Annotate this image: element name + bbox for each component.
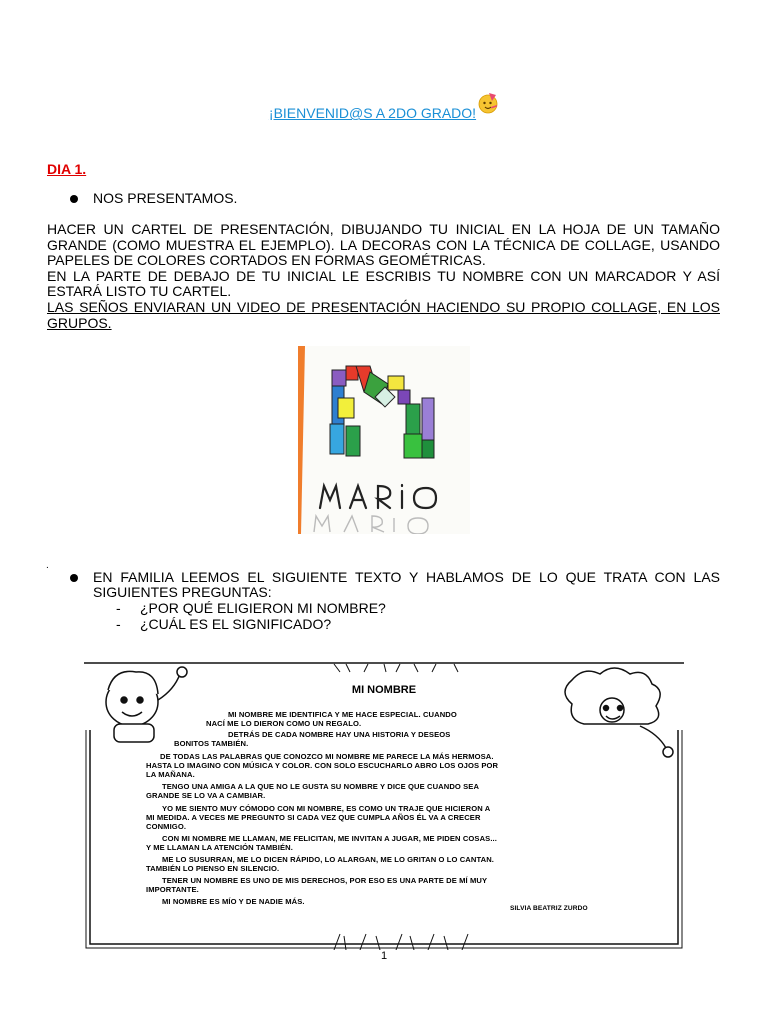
reading-line: MI NOMBRE ES MÍO Y DE NADIE MÁS. bbox=[162, 897, 305, 906]
family-reading-line-1: EN FAMILIA LEEMOS EL SIGUIENTE TEXTO Y HABLAMOS DE LO QUE TRATA CON LAS bbox=[93, 569, 720, 585]
reading-worksheet-image bbox=[84, 660, 684, 950]
reading-line: GRANDE SE LO VA A CAMBIAR. bbox=[146, 791, 266, 800]
page-title bbox=[0, 96, 768, 121]
reading-line: NACÍ ME LO DIERON COMO UN REGALO. bbox=[206, 719, 362, 728]
family-reading-line-2: SIGUIENTES PREGUNTAS: bbox=[93, 584, 272, 600]
underlined-line-2: GRUPOS. bbox=[47, 315, 112, 331]
bullet-dot bbox=[70, 574, 78, 582]
reading-line: HASTA LO IMAGINO CON MÚSICA Y COLOR. CON SOLO ESCUCHARLO ABRO LOS OJOS POR bbox=[146, 761, 499, 770]
reading-line: YO ME SIENTO MUY CÓMODO CON MI NOMBRE, ES COMO UN TRAJE QUE HICIERON A bbox=[162, 804, 491, 813]
reading-line: IMPORTANTE. bbox=[146, 885, 199, 894]
reading-line: TENGO UNA AMIGA A LA QUE NO LE GUSTA SU NOMBRE Y DICE QUE CUANDO SEA bbox=[162, 782, 480, 791]
reading-line: Y ME LLAMAN LA ATENCIÓN TAMBIÉN. bbox=[146, 843, 293, 852]
reading-line: BONITOS TAMBIÉN. bbox=[174, 739, 249, 748]
dash-marker: - bbox=[116, 616, 121, 632]
example-collage-image bbox=[298, 346, 470, 534]
instruction-line-3: PAPELES DE COLORES CORTADOS EN FORMAS GEOMÉTRICAS. bbox=[47, 252, 486, 268]
party-face-icon bbox=[477, 92, 499, 117]
bullet-item-nos-presentamos: NOS PRESENTAMOS. bbox=[93, 190, 238, 206]
page-title-text: ¡BIENVENID@S A 2DO GRADO! bbox=[268, 105, 477, 121]
reading-line: TENER UN NOMBRE ES UNO DE MIS DERECHOS, POR ESO ES UNA PARTE DE MÍ MUY bbox=[162, 876, 488, 885]
day-heading: DIA 1. bbox=[47, 161, 87, 177]
reading-line: CONMIGO. bbox=[146, 822, 187, 831]
reading-line: DETRÁS DE CADA NOMBRE HAY UNA HISTORIA Y DESEOS bbox=[228, 730, 451, 739]
question-2: ¿CUÁL ES EL SIGNIFICADO? bbox=[140, 616, 332, 632]
stray-dot: . bbox=[46, 560, 49, 571]
reading-line: DE TODAS LAS PALABRAS QUE CONOZCO MI NOMBRE ME PARECE LA MÁS HERMOSA. bbox=[160, 752, 494, 761]
reading-line: MI MEDIDA. A VECES ME PREGUNTO SI CADA VEZ QUE CUMPLA AÑOS ÉL VA A CRECER bbox=[146, 813, 481, 822]
reading-line: MI NOMBRE ME IDENTIFICA Y ME HACE ESPECIAL. CUANDO bbox=[228, 710, 457, 719]
reading-author: SILVIA BEATRIZ ZURDO bbox=[510, 905, 588, 912]
reading-title: MI NOMBRE bbox=[351, 684, 417, 696]
collage-letter-m bbox=[298, 346, 470, 534]
question-1: ¿POR QUÉ ELIGIERON MI NOMBRE? bbox=[140, 600, 386, 616]
reading-line: CON MI NOMBRE ME LLAMAN, ME FELICITAN, ME INVITAN A JUGAR, ME PIDEN COSAS... bbox=[162, 834, 497, 843]
instruction-line-2: GRANDE (COMO MUESTRA EL EJEMPLO). LA DECORAS CON LA TÉCNICA DE COLLAGE, USANDO bbox=[47, 237, 720, 253]
reading-line: ME LO SUSURRAN, ME LO DICEN RÁPIDO, LO ALARGAN, ME LO GRITAN O LO CANTAN. bbox=[162, 855, 494, 864]
reading-line: LA MAÑANA. bbox=[146, 770, 195, 779]
page-number: 1 bbox=[380, 950, 388, 962]
instruction-line-1: HACER UN CARTEL DE PRESENTACIÓN, DIBUJANDO TU INICIAL EN LA HOJA DE UN TAMAÑO bbox=[47, 221, 720, 237]
bullet-dot bbox=[70, 195, 78, 203]
instruction-line-5: ESTARÁ LISTO TU CARTEL. bbox=[47, 283, 232, 299]
reading-line: TAMBIÉN LO PIENSO EN SILENCIO. bbox=[146, 864, 280, 873]
dash-marker: - bbox=[116, 600, 121, 616]
instruction-line-4: EN LA PARTE DE DEBAJO DE TU INICIAL LE ESCRIBIS TU NOMBRE CON UN MARCADOR Y ASÍ bbox=[47, 268, 720, 284]
underlined-line-1: LAS SEÑOS ENVIARAN UN VIDEO DE PRESENTACIÓN HACIENDO SU PROPIO COLLAGE, EN LOS bbox=[47, 299, 720, 315]
